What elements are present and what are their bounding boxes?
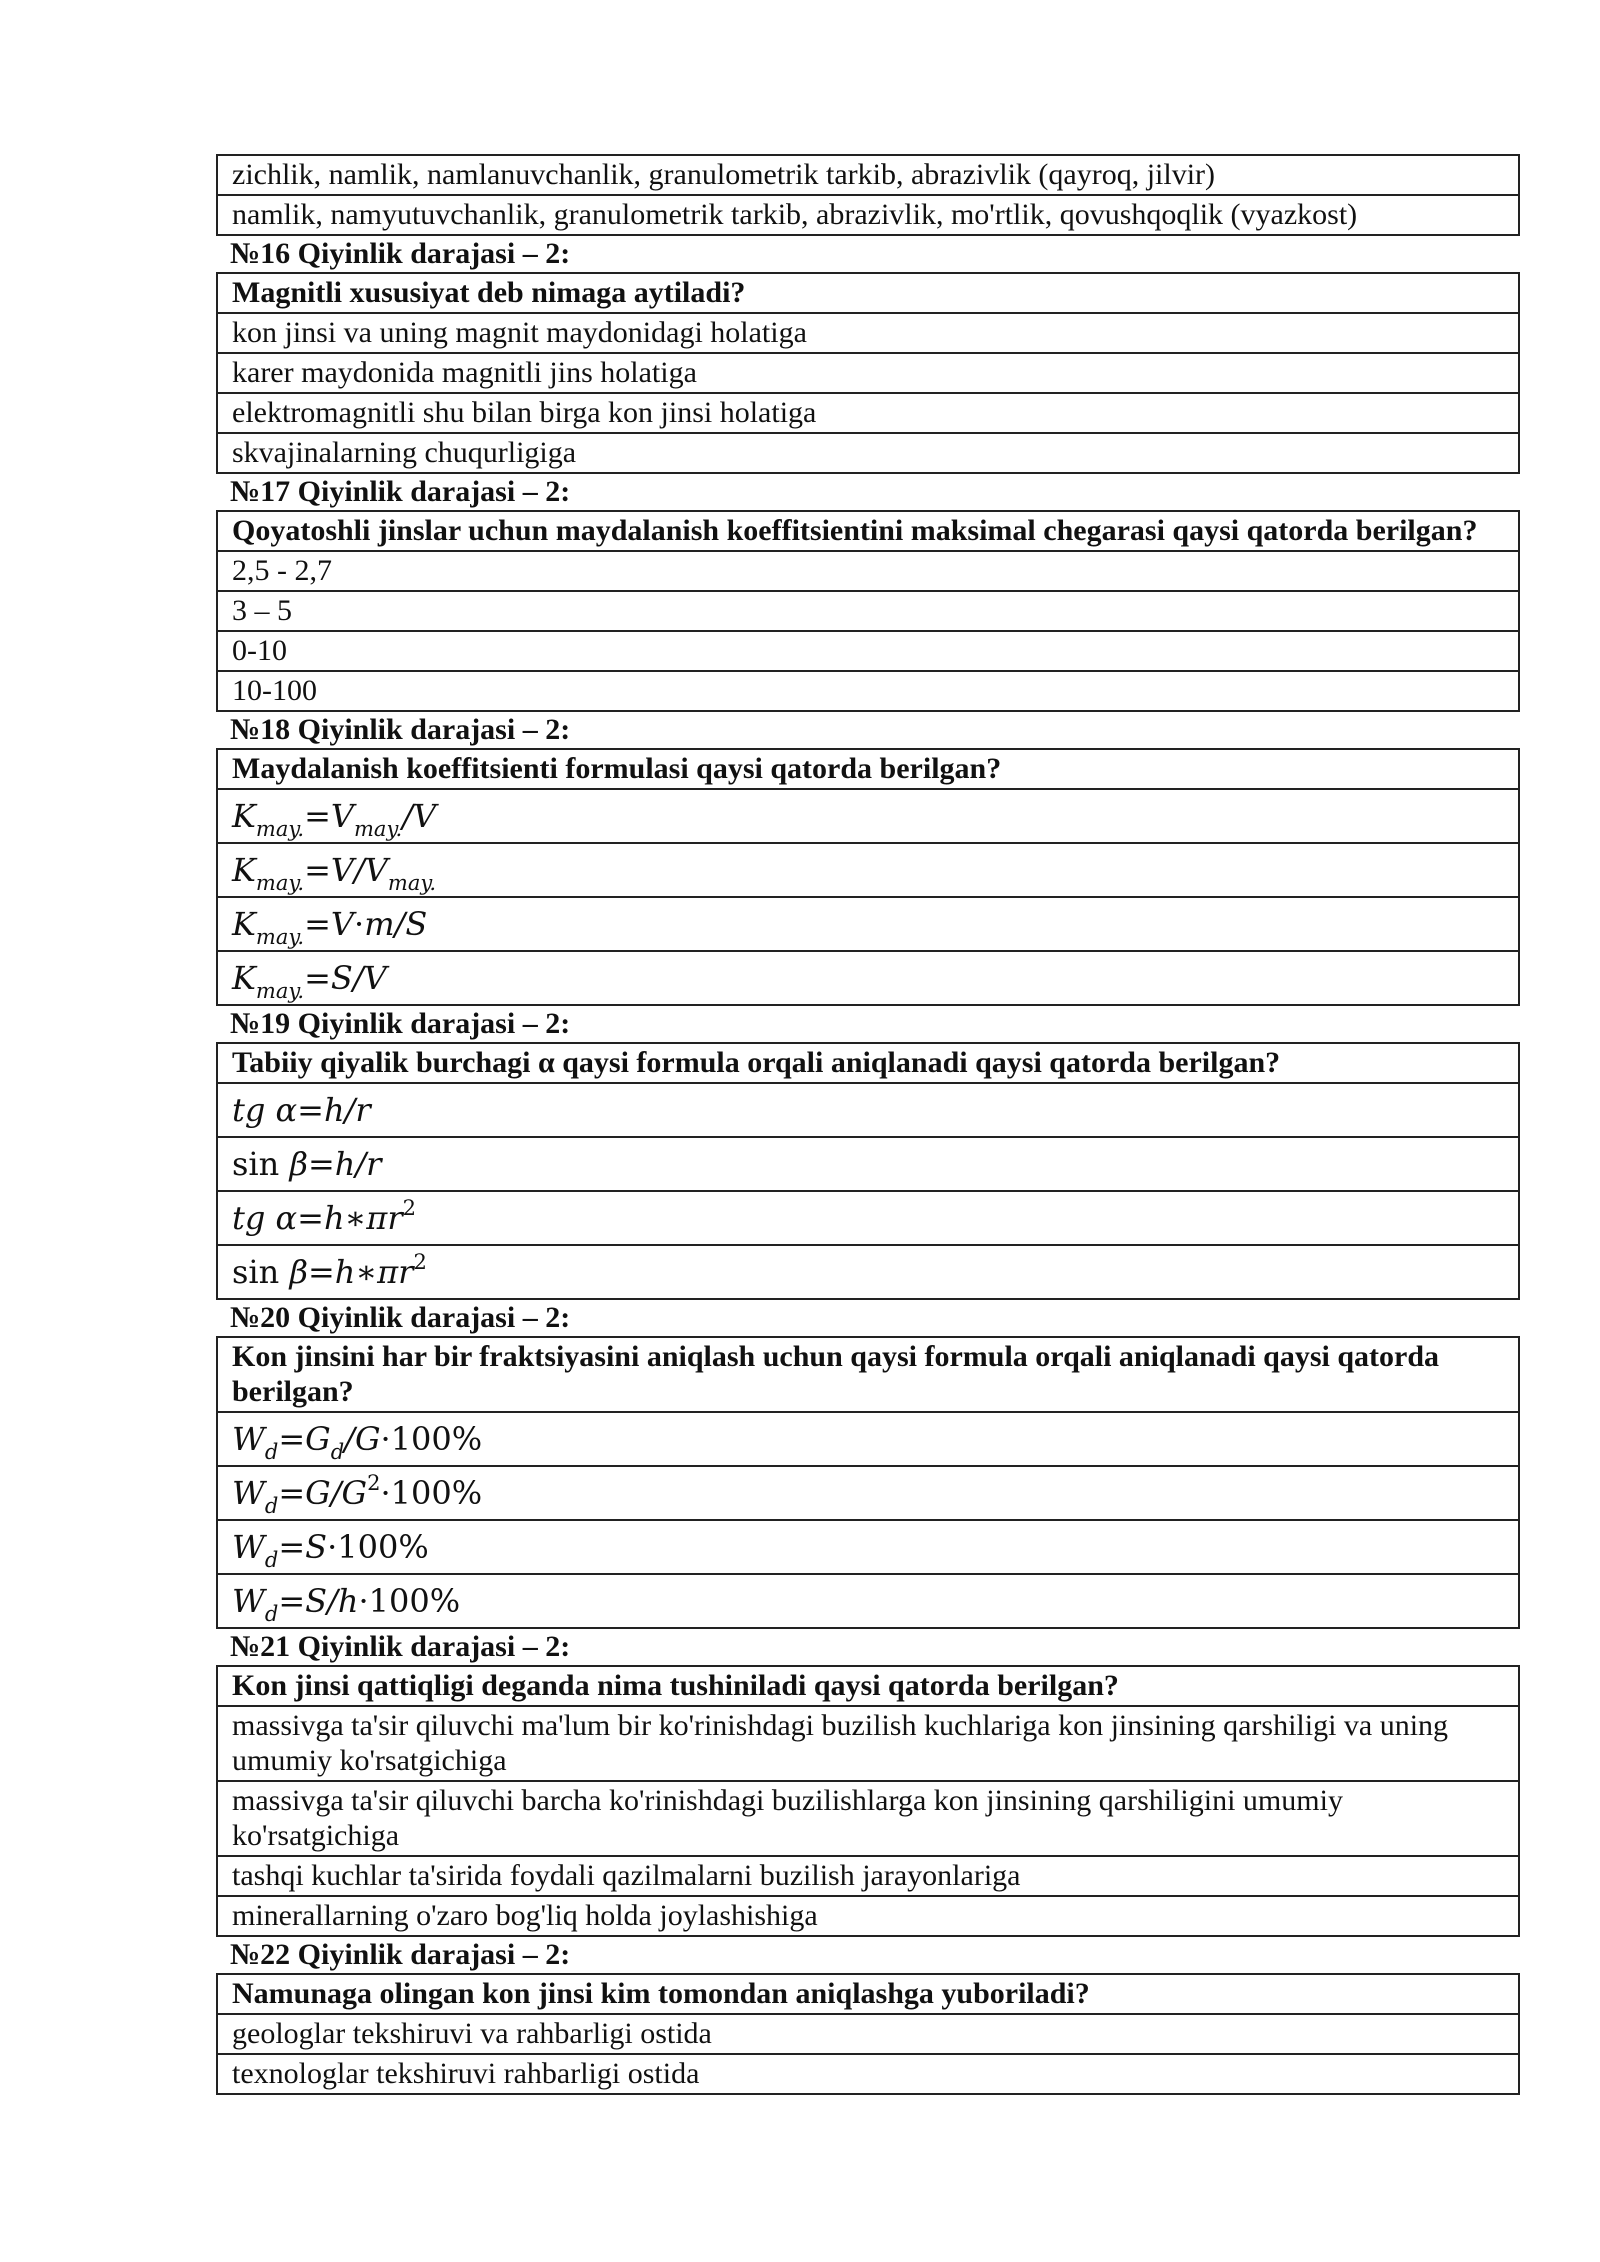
answer-table-q16 [216,272,1520,474]
answer-option: texnologlar tekshiruvi rahbarligi ostida [218,2053,1518,2093]
question-header-21: №21 Qiyinlik darajasi – 2: [230,1630,571,1663]
answer-table-q20 [216,1336,1520,1629]
formula-option: $\sin \beta=h∗\pi r^2$ [218,1244,1518,1298]
answer-table-q22 [216,1973,1520,2095]
question-header-17: №17 Qiyinlik darajasi – 2: [230,475,571,508]
question-text: Namunaga olingan kon jinsi kim tomondan aniqlashga yuboriladi? [218,1973,1518,2013]
formula-option: $K_{may.}=V/V_{may.}$ [218,842,1518,896]
question-header-22: №22 Qiyinlik darajasi – 2: [230,1938,571,1971]
test-document [216,154,1520,2095]
formula-option: $K_{may.}=V\cdot m/S$ [218,896,1518,950]
answer-option: tashqi kuchlar ta'sirida foydali qazilmalarni buzilish jarayonlariga [218,1855,1518,1895]
answer-option: karer maydonida magnitli jins holatiga [218,352,1518,392]
formula-option: $W_d=S/h\cdot 100\%$ [218,1573,1518,1627]
answer-table-q21 [216,1665,1520,1937]
answer-option: minerallarning o'zaro bog'liq holda joylashishiga [218,1895,1518,1935]
answer-option: 2,5 - 2,7 [218,550,1518,590]
answer-table-q18 [216,748,1520,1006]
question-text: Kon jinsini har bir fraktsiyasini aniqlash uchun qaysi formula orqali aniqlanadi qaysi qatorda berilgan? [218,1336,1518,1411]
question-header-20: №20 Qiyinlik darajasi – 2: [230,1301,571,1334]
answer-option: elektromagnitli shu bilan birga kon jinsi holatiga [218,392,1518,432]
answer-option: massivga ta'sir qiluvchi barcha ko'rinishdagi buzilishlarga kon jinsining qarshiligini umumiy ko'rsatgichiga [218,1780,1518,1855]
answer-table-q17 [216,510,1520,712]
question-text: Magnitli xususiyat deb nimaga aytiladi? [218,272,1518,312]
question-text: Qoyatoshli jinslar uchun maydalanish koeffitsientini maksimal chegarasi qaysi qatorda berilgan? [218,510,1518,550]
question-text: Tabiiy qiyalik burchagi α qaysi formula orqali aniqlanadi qaysi qatorda berilgan? [218,1042,1518,1082]
answer-option: geologlar tekshiruvi va rahbarligi ostida [218,2013,1518,2053]
answer-option: 3 – 5 [218,590,1518,630]
answer-option: zichlik, namlik, namlanuvchanlik, granulometrik tarkib, abrazivlik (qayroq, jilvir) [218,154,1518,194]
formula-option: tg α=h/r [218,1082,1518,1136]
formula-option: $W_d=S\cdot 100\%$ [218,1519,1518,1573]
question-header-18: №18 Qiyinlik darajasi – 2: [230,713,571,746]
answer-option: kon jinsi va uning magnit maydonidagi holatiga [218,312,1518,352]
formula-option: $W_d=G_d/G\cdot 100\%$ [218,1411,1518,1465]
answer-table-q19 [216,1042,1520,1300]
answer-option: 10-100 [218,670,1518,710]
answer-option: namlik, namyutuvchanlik, granulometrik tarkib, abrazivlik, mo'rtlik, qovushqoqlik (vyazkost) [218,194,1518,234]
answer-option: 0-10 [218,630,1518,670]
formula-option: $W_d=G/G^2\cdot 100\%$ [218,1465,1518,1519]
answer-option: skvajinalarning chuqurligiga [218,432,1518,472]
question-header-16: №16 Qiyinlik darajasi – 2: [230,237,571,270]
formula-option: $K_{may.}=S/V$ [218,950,1518,1004]
formula-option: $K_{may.}=V_{may.}/V$ [218,788,1518,842]
question-text: Maydalanish koeffitsienti formulasi qaysi qatorda berilgan? [218,748,1518,788]
answer-option: massivga ta'sir qiluvchi ma'lum bir ko'rinishdagi buzilish kuchlariga kon jinsining qarshiligi va uning umumiy ko'rsatgichiga [218,1705,1518,1780]
question-header-19: №19 Qiyinlik darajasi – 2: [230,1007,571,1040]
answer-table-q15 [216,154,1520,236]
question-text: Kon jinsi qattiqligi deganda nima tushiniladi qaysi qatorda berilgan? [218,1665,1518,1705]
formula-option: sin β=h/r [218,1136,1518,1190]
formula-option: tg $\alpha=h∗\pi r^2$ [218,1190,1518,1244]
